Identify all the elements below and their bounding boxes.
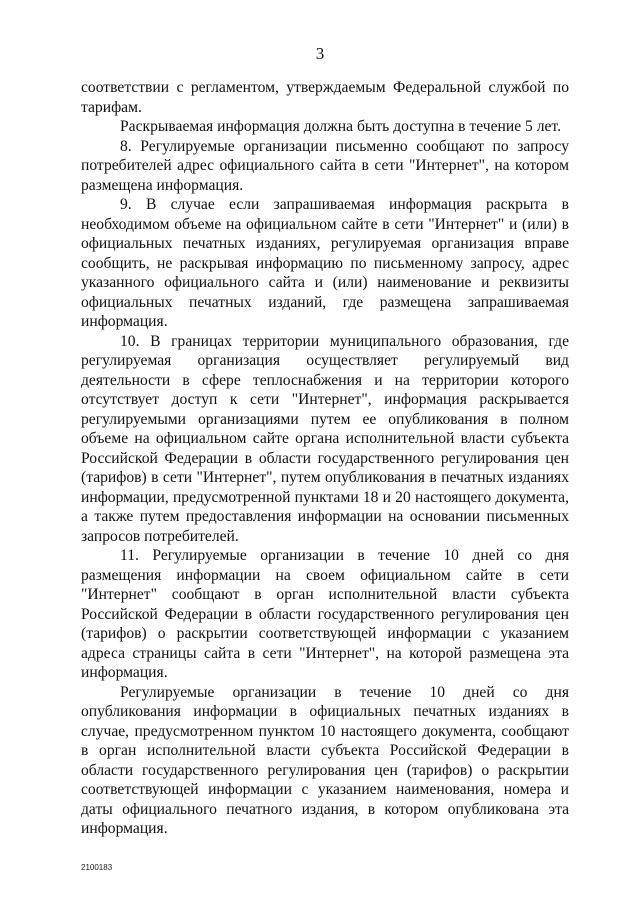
paragraph-item-11-continued: Регулируемые организации в течение 10 дней со дня опубликования информации в официальных печатных изданиях в случае, предусмотренном пунктом 10 настоящего документа, сообщают в орган исполнительной власти субъекта Российской Федерации в области государственного регулирования цен (тарифов) о раскрытии соответствующей информации с указанием наименования, номера и даты официального печатного издания, в котором опубликована эта информация. [81, 683, 569, 837]
paragraph-continuation: соответствии с регламентом, утверждаемым Федеральной службой по тарифам. [81, 79, 569, 116]
page-number: 3 [315, 44, 325, 63]
paragraph-item-11: 11. Регулируемые организации в течение 10 дней со дня размещения информации на своем официальном сайте в сети "Интернет" сообщают в орган исполнительной власти субъекта Российской Федерации в области государственного регулирования цен (тарифов) о раскрытии соответствующей информации с указанием адреса страницы сайта в сети "Интернет", на которой размещена эта информация. [81, 547, 569, 681]
paragraph-item-10: 10. В границах территории муниципального образования, где регулируемая организация осуществляет регулируемый вид деятельности в сфере теплоснабжения и на территории которого отсутствует доступ к сети "Интернет", информация раскрывается регулируемыми организациями путем ее опубликования в полном объеме на официальном сайте органа исполнительной власти субъекта Российской Федерации в области государственного регулирования цен (тарифов) в сети "Интернет", путем опубликования в печатных изданиях информации, предусмотренной пунктами 18 и 20 настоящего документа, а также путем предоставления информации на основании письменных запросов потребителей. [81, 332, 569, 545]
document-code: 2100183 [81, 863, 113, 872]
paragraph-item-9: 9. В случае если запрашиваемая информация раскрыта в необходимом объеме на официальном сайте в сети "Интернет" и (или) в официальных печатных изданиях, регулируемая организация вправе сообщить, не раскрывая информацию по письменному запросу, адрес указанного официального сайта и (или) наименование и реквизиты официальных печатных изданий, где размещена запрашиваемая информация. [81, 196, 569, 330]
paragraph-retention-period: Раскрываемая информация должна быть доступна в течение 5 лет. [120, 118, 561, 135]
paragraph-item-8: 8. Регулируемые организации письменно сообщают по запросу потребителей адрес официального сайта в сети "Интернет", на котором размещена информация. [81, 137, 569, 194]
document-body [81, 78, 569, 839]
